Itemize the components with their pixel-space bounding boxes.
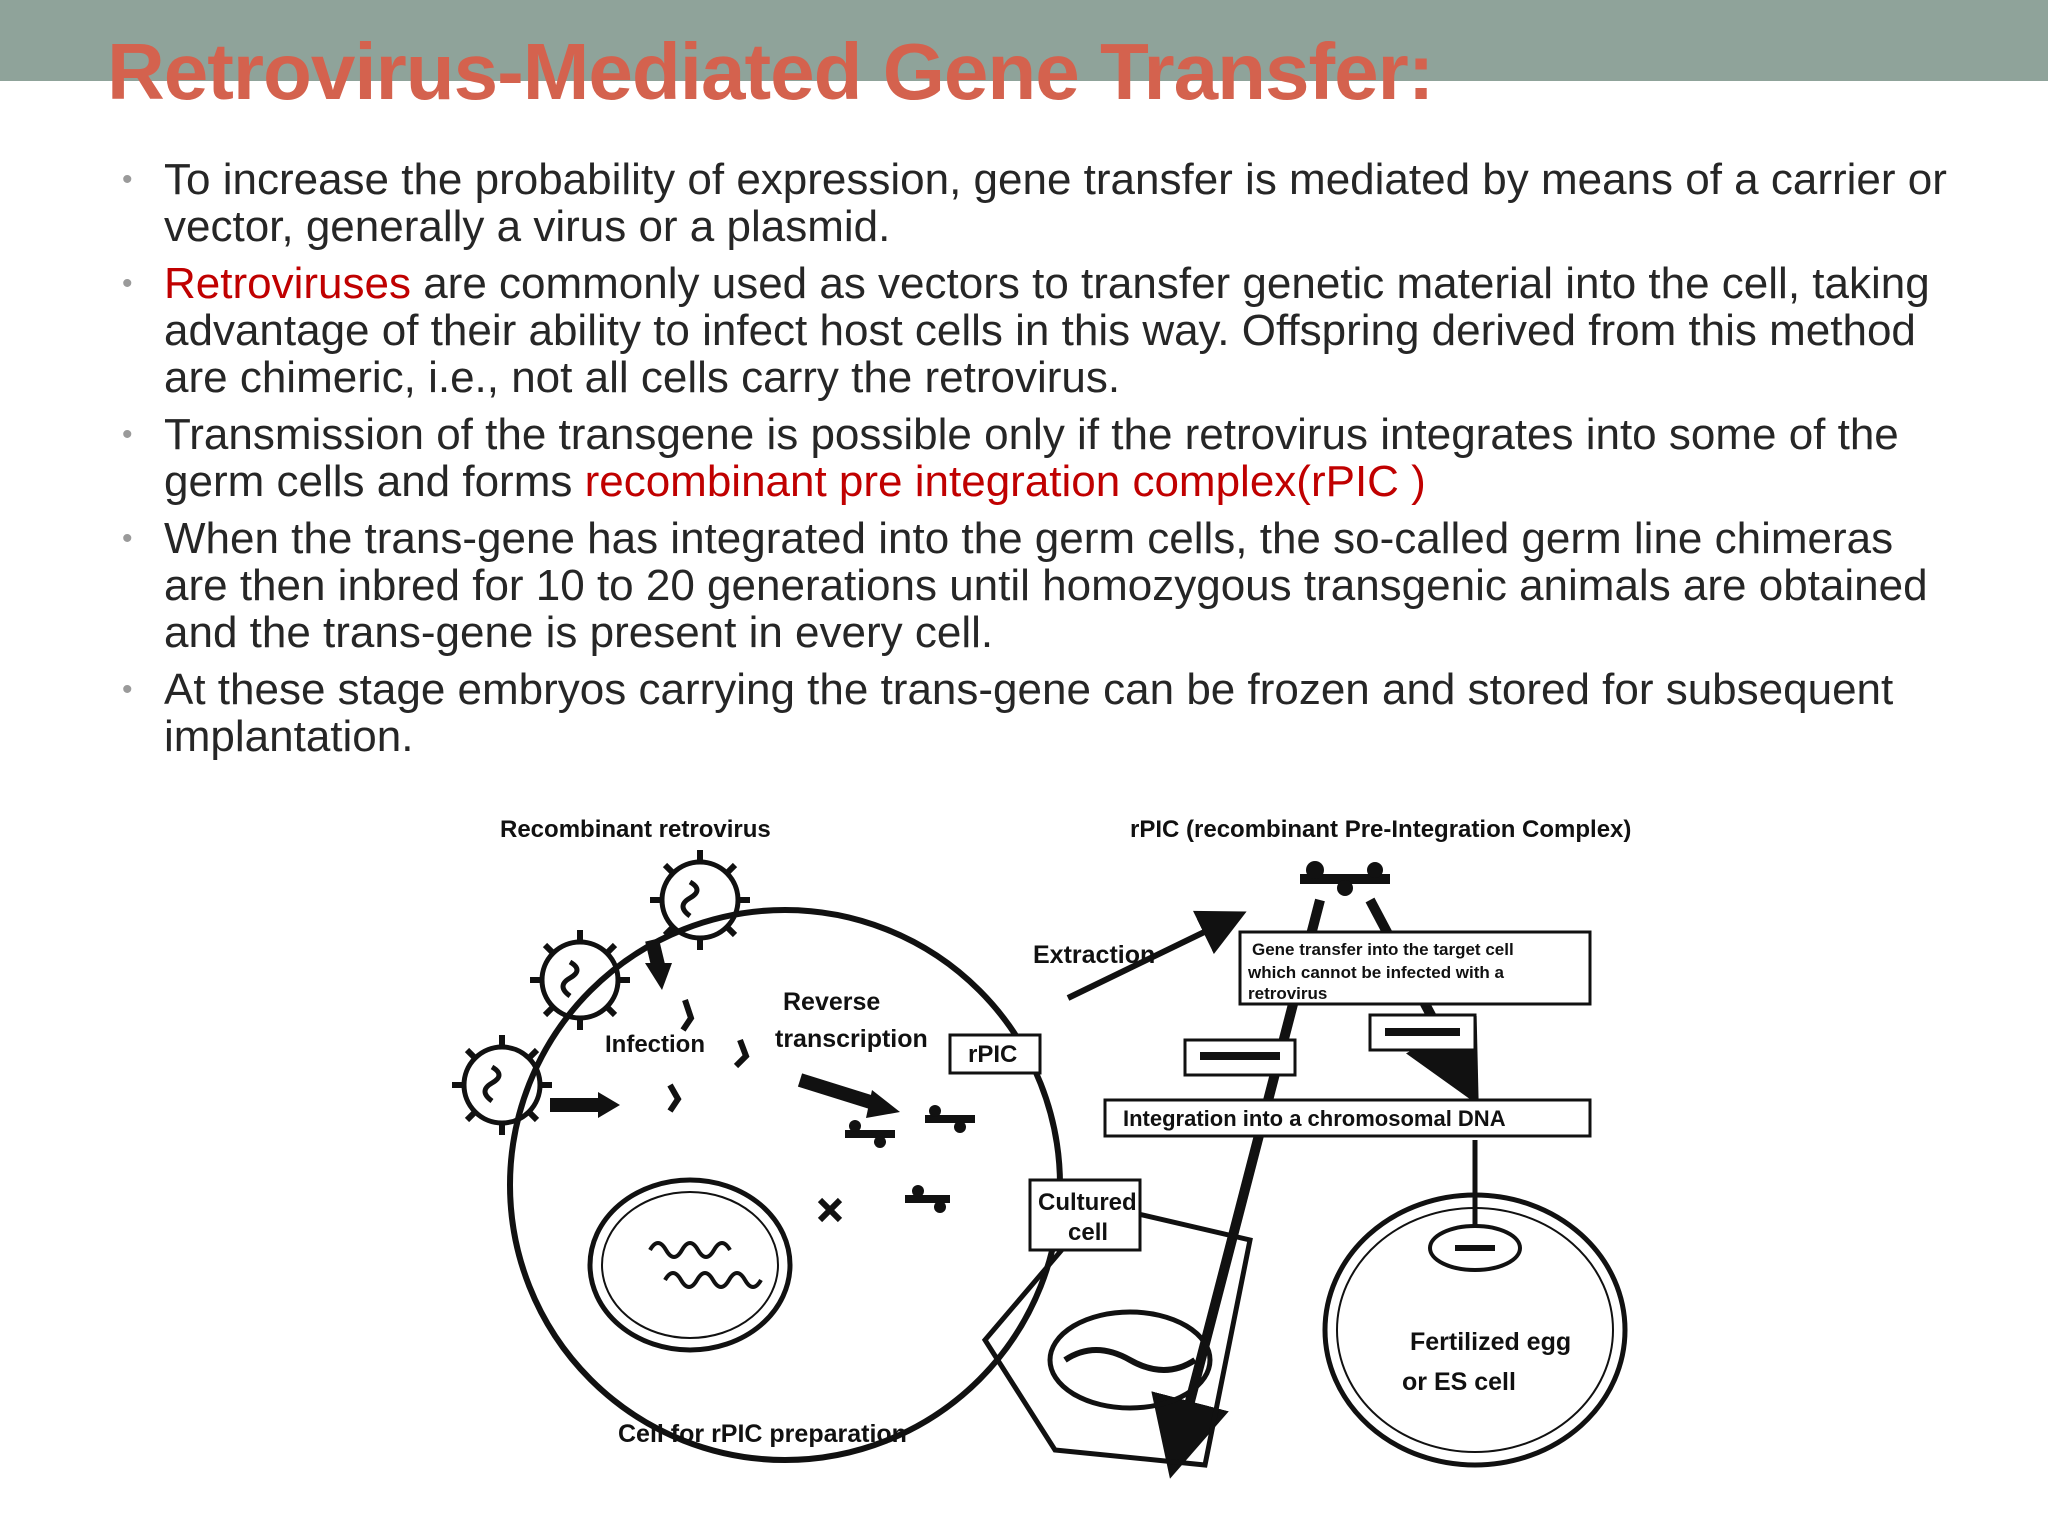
retrovirus-diagram [440,800,1640,1480]
label-rpic-header: rPIC (recombinant Pre-Integration Complex) [1130,816,1632,843]
transcription-arrow [800,1080,880,1105]
highlighted-term: recombinant pre integration complex(rPIC ) [584,457,1426,506]
label-gene-transfer-3: retrovirus [1248,984,1328,1003]
slide-title: Retrovirus-Mediated Gene Transfer: [107,27,1434,116]
bullet-text: are commonly used as vectors to transfer genetic material into the cell, taking advantage of their ability to infect host cells in this way. Offspring derived from this method are chimeric, i.e., not all cells carry the retrovirus. [164,259,1930,402]
bullet-item [122,260,1952,401]
label-cell: cell [1068,1219,1109,1246]
bullet-item [122,156,1952,250]
label-infection: Infection [605,1031,705,1058]
infection-arrow [652,940,658,965]
virus-particle [650,850,750,950]
bullet-text: Transmission of the transgene is possible only if the retrovirus integrates into some of the germ cells and forms [164,410,1899,506]
label-cultured: Cultured [1038,1189,1137,1216]
label-fertilized: Fertilized egg [1410,1328,1572,1356]
bullet-text: When the trans-gene has integrated into the germ cells, the so-called germ line chimeras are then inbred for 10 to 20 generations until homozygous transgenic animals are obtained and the trans-gene is present in every cell. [164,514,1928,657]
bullet-text: At these stage embryos carrying the trans-gene can be frozen and stored for subsequent implantation. [164,665,1894,761]
bullet-dot: • [122,522,133,555]
label-rpic-box: rPIC [968,1041,1018,1068]
label-transcription: transcription [775,1025,928,1053]
bullet-dot: • [122,267,133,300]
bullet-dot: • [122,673,133,706]
diagram-svg [440,800,1640,1480]
rpic-complex [845,1105,975,1213]
nucleus [590,1180,790,1350]
bullet-item [122,666,1952,760]
label-cell-for-rpic: Cell for rPIC preparation [618,1420,907,1448]
label-reverse: Reverse [783,988,881,1016]
virus-particle [530,930,630,1030]
label-or-es-cell: or ES cell [1402,1368,1516,1396]
bullet-dot: • [122,418,133,451]
label-recombinant-retrovirus: Recombinant retrovirus [500,816,771,843]
highlighted-term: Retroviruses [164,259,411,308]
label-extraction: Extraction [1033,941,1156,969]
label-integration: Integration into a chromosomal DNA [1123,1106,1506,1131]
bullet-text: To increase the probability of expression, gene transfer is mediated by means of a carrier or vector, generally a virus or a plasmid. [164,155,1947,251]
bullet-dot: • [122,163,133,196]
rpic-top-complex [1300,861,1390,896]
virus-particle [452,1035,552,1135]
bullet-item [122,411,1952,505]
bullet-list [122,156,1952,770]
label-gene-transfer-2: which cannot be infected with a [1248,963,1504,982]
bullet-item [122,515,1952,656]
label-gene-transfer-1: Gene transfer into the target cell [1252,940,1514,959]
dna-squiggle [665,1273,761,1287]
dna-squiggle [650,1243,730,1257]
